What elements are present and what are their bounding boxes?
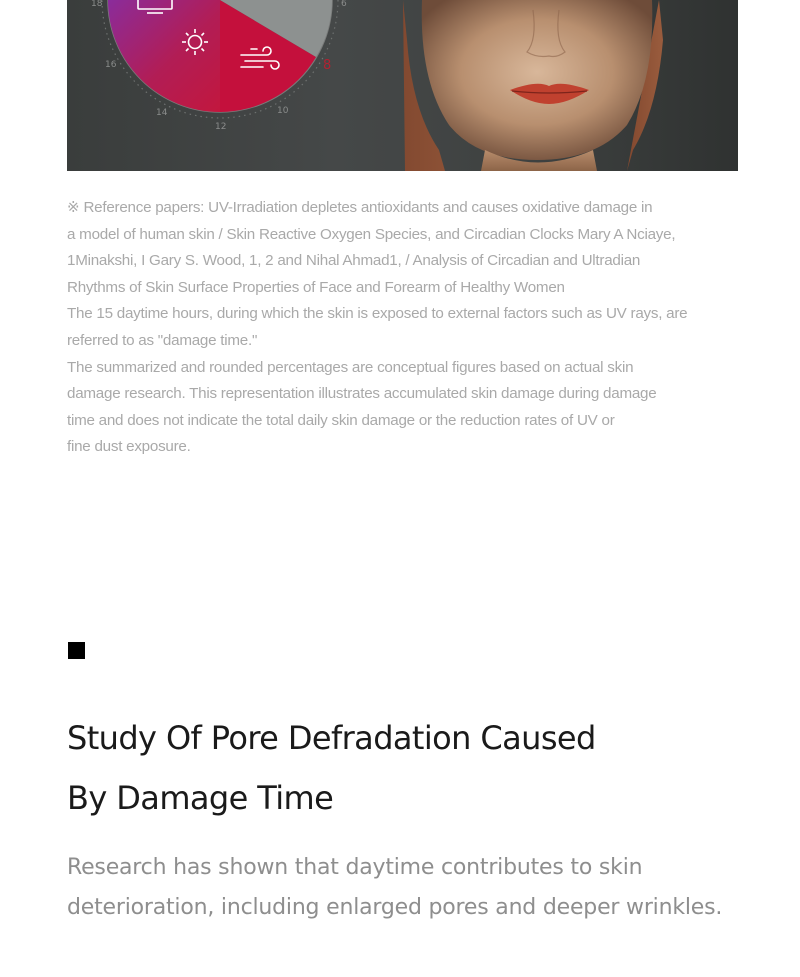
face-photo [403, 0, 663, 171]
clock-label-12: 12 [215, 122, 227, 132]
reference-line: The summarized and rounded percentages are conceptual figures based on actual skin [67, 358, 634, 376]
clock-label-18: 18 [91, 0, 103, 9]
reference-line: damage research. This representation illustrates accumulated skin damage during damage [67, 385, 657, 403]
section-marker [68, 642, 85, 659]
reference-notes [67, 195, 782, 461]
reference-line: fine dust exposure. [67, 438, 191, 456]
section-title-line: By Damage Time [67, 779, 334, 817]
hero-image [67, 0, 738, 171]
clock-label-10: 10 [277, 106, 289, 116]
section-lead [67, 848, 767, 928]
clock-label-16: 16 [105, 60, 117, 70]
clock-label-14: 14 [156, 108, 168, 118]
reference-line: The 15 daytime hours, during which the skin is exposed to external factors such as UV rays, are [67, 305, 688, 323]
section-lead-line: Research has shown that daytime contributes to skin [67, 855, 643, 880]
clock-label-8: 8 [323, 58, 332, 73]
section-lead-line: deterioration, including enlarged pores and deeper wrinkles. [67, 895, 723, 920]
clock-label-6: 6 [341, 0, 347, 9]
reference-line: time and does not indicate the total daily skin damage or the reduction rates of UV or [67, 411, 615, 429]
reference-line: ※ Reference papers: UV-Irradiation depletes antioxidants and causes oxidative damage in [67, 199, 653, 216]
reference-line: a model of human skin / Skin Reactive Oxygen Species, and Circadian Clocks Mary A Nciaye, [67, 225, 676, 243]
section-title-line: Study Of Pore Defradation Caused [67, 719, 596, 757]
reference-line: 1Minakshi, I Gary S. Wood, 1, 2 and Nihal Ahmad1, / Analysis of Circadian and Ultradian [67, 252, 641, 270]
reference-line: referred to as "damage time." [67, 331, 258, 349]
reference-line: Rhythms of Skin Surface Properties of Face and Forearm of Healthy Women [67, 278, 565, 296]
hero-illustration [67, 0, 738, 171]
clock-dial [102, 0, 338, 118]
section-title [67, 708, 767, 828]
